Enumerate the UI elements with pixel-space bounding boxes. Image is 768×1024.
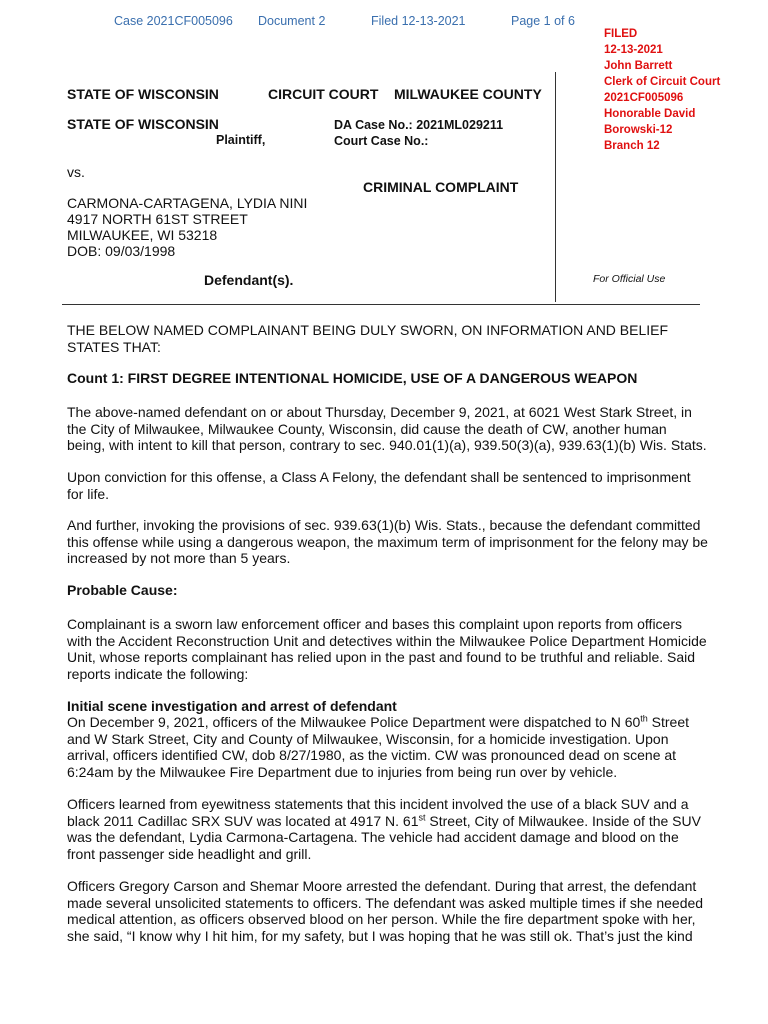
text-line: 6:24am by the Milwaukee Fire Department due to injuries from being run over by vehicle. [67,763,618,780]
intro-paragraph [67,322,707,355]
sentence-paragraph [67,469,707,502]
text-line: the City of Milwaukee, Milwaukee County, Wisconsin, did cause the death of CW, another human [67,420,667,437]
count-paragraph [67,404,707,454]
text-line: being, with intent to kill that person, contrary to sec. 940.01(1)(a), 939.50(3)(a), 939.63(1)(b) Wis. Stats. [67,437,707,453]
text-line: she said, “I know why I hit him, for my safety, but I was hoping that he was still ok. That’s just the kind [67,927,693,944]
stamp-line: Honorable David [604,108,696,120]
case-number: Case 2021CF005096 [114,14,233,28]
defendant-line: DOB: 09/03/1998 [67,243,176,259]
page-number: Page 1 of 6 [511,14,575,28]
defendant-line: CARMONA-CARTAGENA, LYDIA NINI [67,195,308,211]
text-span: Street [647,714,690,730]
complaint-title: CRIMINAL COMPLAINT [363,179,519,195]
filed-date: Filed 12-13-2021 [371,14,466,28]
text-line: for life. [67,485,110,502]
stamp-line: FILED [604,28,638,40]
stamp-line: Borowski-12 [604,124,673,136]
text-span: black 2011 Cadillac SRX SUV was located at 4917 N. 61 [67,812,419,829]
official-use-label: For Official Use [593,273,666,285]
text-line [67,714,707,731]
caption-divider-vertical [555,72,556,302]
plaintiff-label: Plaintiff, [216,133,266,147]
da-case-number: DA Case No.: 2021ML029211 [334,118,504,132]
caption-county: MILWAUKEE COUNTY [394,86,542,102]
text-line: front passenger side headlight and grill. [67,845,312,862]
section-heading: Initial scene investigation and arrest of defendant [67,698,397,714]
text-line: Unit, whose reports complainant has relied upon in the past and found to be truthful and reliable. Said [67,649,696,665]
text-line: was the defendant, Lydia Carmona-Cartagena. The vehicle had accident damage and blood on the [67,829,679,845]
text-line: Officers learned from eyewitness statements that this incident involved the use of a black SUV and a [67,796,689,812]
vehicle-paragraph [67,796,707,862]
text-span: Street, City of Milwaukee. Inside of the SUV [425,812,701,829]
probable-cause-heading: Probable Cause: [67,582,178,598]
defendant-block [67,195,307,259]
text-line: Complainant is a sworn law enforcement officer and bases this complaint upon reports from officers [67,616,683,632]
text-line: reports indicate the following: [67,665,249,682]
text-line: this offense while using a dangerous weapon, the maximum term of imprisonment for the felony may be [67,533,708,550]
versus: vs. [67,164,85,180]
text-line: and W Stark Street, City and County of Milwaukee, Wisconsin, for a homicide investigation. Upon [67,730,669,747]
text-line: Officers Gregory Carson and Shemar Moore arrested the defendant. During that arrest, the defendant [67,878,697,894]
defendant-label: Defendant(s). [204,272,294,288]
caption-divider-horizontal [62,304,700,305]
text-line: Upon conviction for this offense, a Class A Felony, the defendant shall be sentenced to imprisonment [67,469,691,485]
text-line: STATES THAT: [67,338,161,355]
stamp-line: 2021CF005096 [604,92,684,104]
text-line: medical attention, as officers observed blood on her person. While the fire department spoke with her, [67,911,696,927]
superscript: th [640,713,648,724]
text-line: THE BELOW NAMED COMPLAINANT BEING DULY SWORN, ON INFORMATION AND BELIEF [67,322,669,338]
count-title: Count 1: FIRST DEGREE INTENTIONAL HOMICIDE, USE OF A DANGEROUS WEAPON [67,370,638,386]
text-line: with the Accident Reconstruction Unit and detectives within the Milwaukee Police Department Homicide [67,632,707,649]
court-case-number: Court Case No.: [334,134,429,148]
stamp-line: Clerk of Circuit Court [604,76,721,88]
stamp-line: 12-13-2021 [604,44,663,56]
text-line: increased by not more than 5 years. [67,550,291,566]
defendant-line: 4917 NORTH 61ST STREET [67,211,248,227]
caption-court: CIRCUIT COURT [268,86,379,102]
stamp-line: John Barrett [604,60,673,72]
plaintiff-name: STATE OF WISCONSIN [67,116,219,132]
document-number: Document 2 [258,14,326,28]
scene-paragraph [67,714,707,780]
text-span: On December 9, 2021, officers of the Milwaukee Police Department were dispatched to N 60 [67,714,641,730]
text-line: arrival, officers identified CW, dob 8/27/1980, as the victim. CW was pronounced dead on scene at [67,747,677,763]
text-line: The above-named defendant on or about Thursday, December 9, 2021, at 6021 West Stark Street, in [67,404,692,420]
arrest-paragraph [67,878,707,944]
filed-stamp [604,26,764,154]
superscript: st [418,811,426,822]
complainant-paragraph [67,616,707,682]
defendant-line: MILWAUKEE, WI 53218 [67,227,218,243]
text-line: And further, invoking the provisions of sec. 939.63(1)(b) Wis. Stats., because the defendant committed [67,517,701,533]
stamp-line: Branch 12 [604,140,660,152]
text-line [67,813,707,830]
caption-state: STATE OF WISCONSIN [67,86,219,102]
text-line: made several unsolicited statements to officers. The defendant was asked multiple times if she needed [67,894,704,911]
weapon-paragraph [67,517,707,567]
